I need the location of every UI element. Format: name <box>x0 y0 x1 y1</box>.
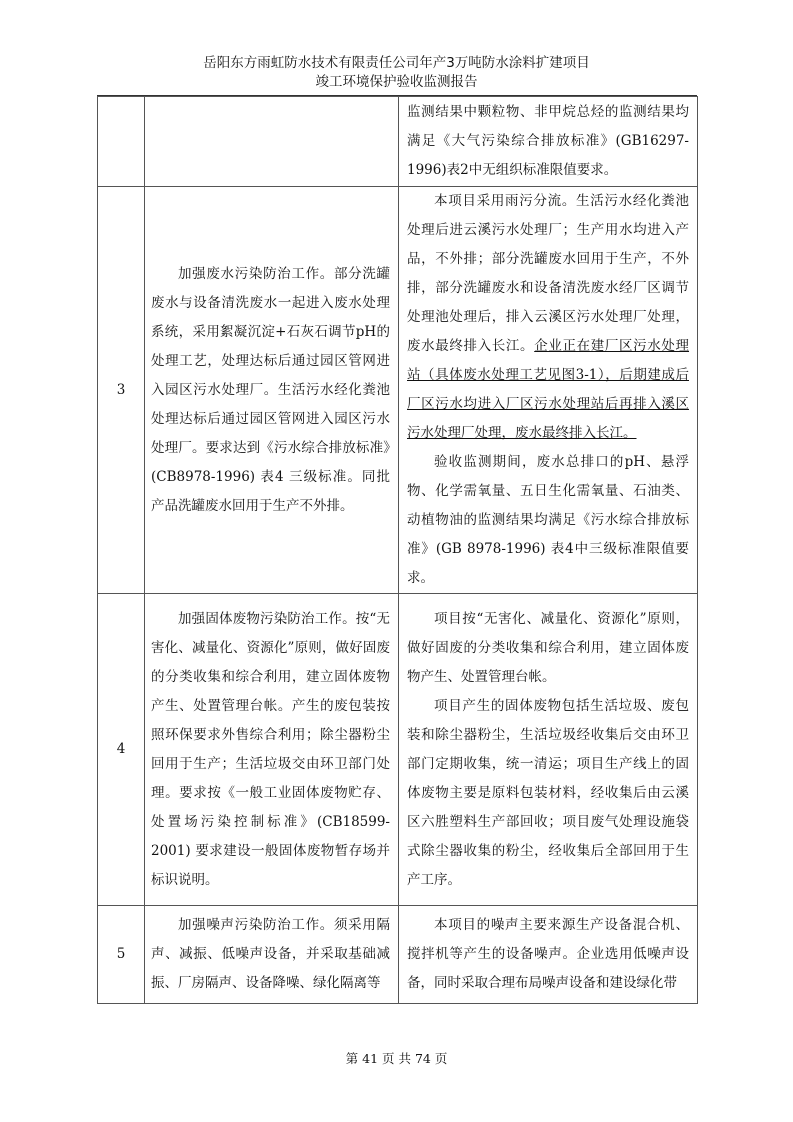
header-title: 岳阳东方雨虹防水技术有限责任公司年产3万吨防水涂料扩建项目 <box>203 55 590 71</box>
requirement-cell <box>145 906 399 1004</box>
result-cell <box>399 906 698 1004</box>
table-row <box>98 594 698 906</box>
requirement-paragraph: 加强噪声污染防治工作。须采用隔声、减振、低噪声设备，并采取基础减振、厂房隔声、设备降噪、绿化隔离等 <box>151 917 390 991</box>
row-number <box>98 97 145 187</box>
result-cell <box>399 594 698 906</box>
requirement-paragraph: 加强废水污染防治工作。部分洗罐废水与设备清洗废水一起进入废水处理系统，采用絮凝沉淀+石灰石调节pH的处理工艺，处理达标后通过园区管网进入园区污水处理厂。生活污水经化粪池处理达标后通过园区管网进入园区污水处理厂。要求达到《污水综合排放标准》(CB8978-1996) 表4 三级标准。同批产品洗罐废水回用于生产不外排。 <box>151 265 390 514</box>
result-cell <box>399 187 698 594</box>
result-paragraph <box>407 187 689 448</box>
requirement-cell <box>145 97 399 187</box>
requirement-cell <box>145 187 399 594</box>
result-paragraph: 本项目的噪声主要来源生产设备混合机、搅拌机等产生的设备噪声。企业选用低噪声设备，同时采取合理布局噪声设备和建设绿化带 <box>407 917 689 991</box>
result-paragraph: 项目按“无害化、减量化、资源化”原则，做好固废的分类收集和综合利用，建立固体废物产生、处置管理台帐。 <box>407 610 689 685</box>
row-number: 5 <box>98 906 145 1004</box>
result-paragraph: 项目产生的固体废物包括生活垃圾、废包装和除尘器粉尘，生活垃圾经收集后交由环卫部门定期收集，统一清运；项目生产线上的固体废物主要是原料包装材料，经收集后由云溪区六胜塑料生产部回收；项目废气处理设施袋式除尘器收集的粉尘，经收集后全部回用于生产工序。 <box>407 697 689 888</box>
result-text: 本项目采用雨污分流。生活污水经化粪池处理后进云溪污水处理厂；生产用水均进入产品，不外排；部分洗罐废水回用于生产，不外排，部分洗罐废水和设备清洗废水经厂区调节处理池处理后，排入云溪区污水处理厂处理，废水最终排入长江。 <box>407 193 689 354</box>
table-row <box>98 906 698 1004</box>
row-number: 4 <box>98 594 145 906</box>
requirement-cell <box>145 594 399 906</box>
result-underlined-text: 企业正在建厂区污水处理站（具体废水处理工艺见图3-1），后期建成后厂区污水均进入厂区污水处理站后再排入溪区污水处理厂处理，废水最终排入长江。 <box>407 338 690 441</box>
requirement-paragraph: 加强固体废物污染防治工作。按“无害化、减量化、资源化”原则，做好固废的分类收集和综合利用，建立固体废物产生、处置管理台帐。产生的废包装按照环保要求外售综合利用；除尘器粉尘回用于生产；生活垃圾交由环卫部门处理。要求按《一般工业固体废物贮存、处置场污染控制标准》(CB18599-2001) 要求建设一般固体废物暂存场并标识说明。 <box>151 610 390 888</box>
row-number: 3 <box>98 187 145 594</box>
header-subtitle: 竣工环境保护验收监测报告 <box>315 74 478 90</box>
result-paragraph: 验收监测期间，废水总排口的pH、悬浮物、化学需氧量、五日生化需氧量、石油类、动植物油的监测结果均满足《污水综合排放标准》(GB 8978-1996) 表4中三级标准限值要求。 <box>407 454 689 586</box>
page-footer: 第 41 页 共 74 页 <box>345 1051 448 1066</box>
compliance-table <box>97 96 698 1004</box>
table-row <box>98 187 698 594</box>
result-paragraph: 监测结果中颗粒物、非甲烷总烃的监测结果均满足《大气污染综合排放标准》(GB16297-1996)表2中无组织标准限值要求。 <box>407 104 689 178</box>
result-cell <box>399 97 698 187</box>
page-header <box>0 54 793 92</box>
table-row <box>98 97 698 187</box>
